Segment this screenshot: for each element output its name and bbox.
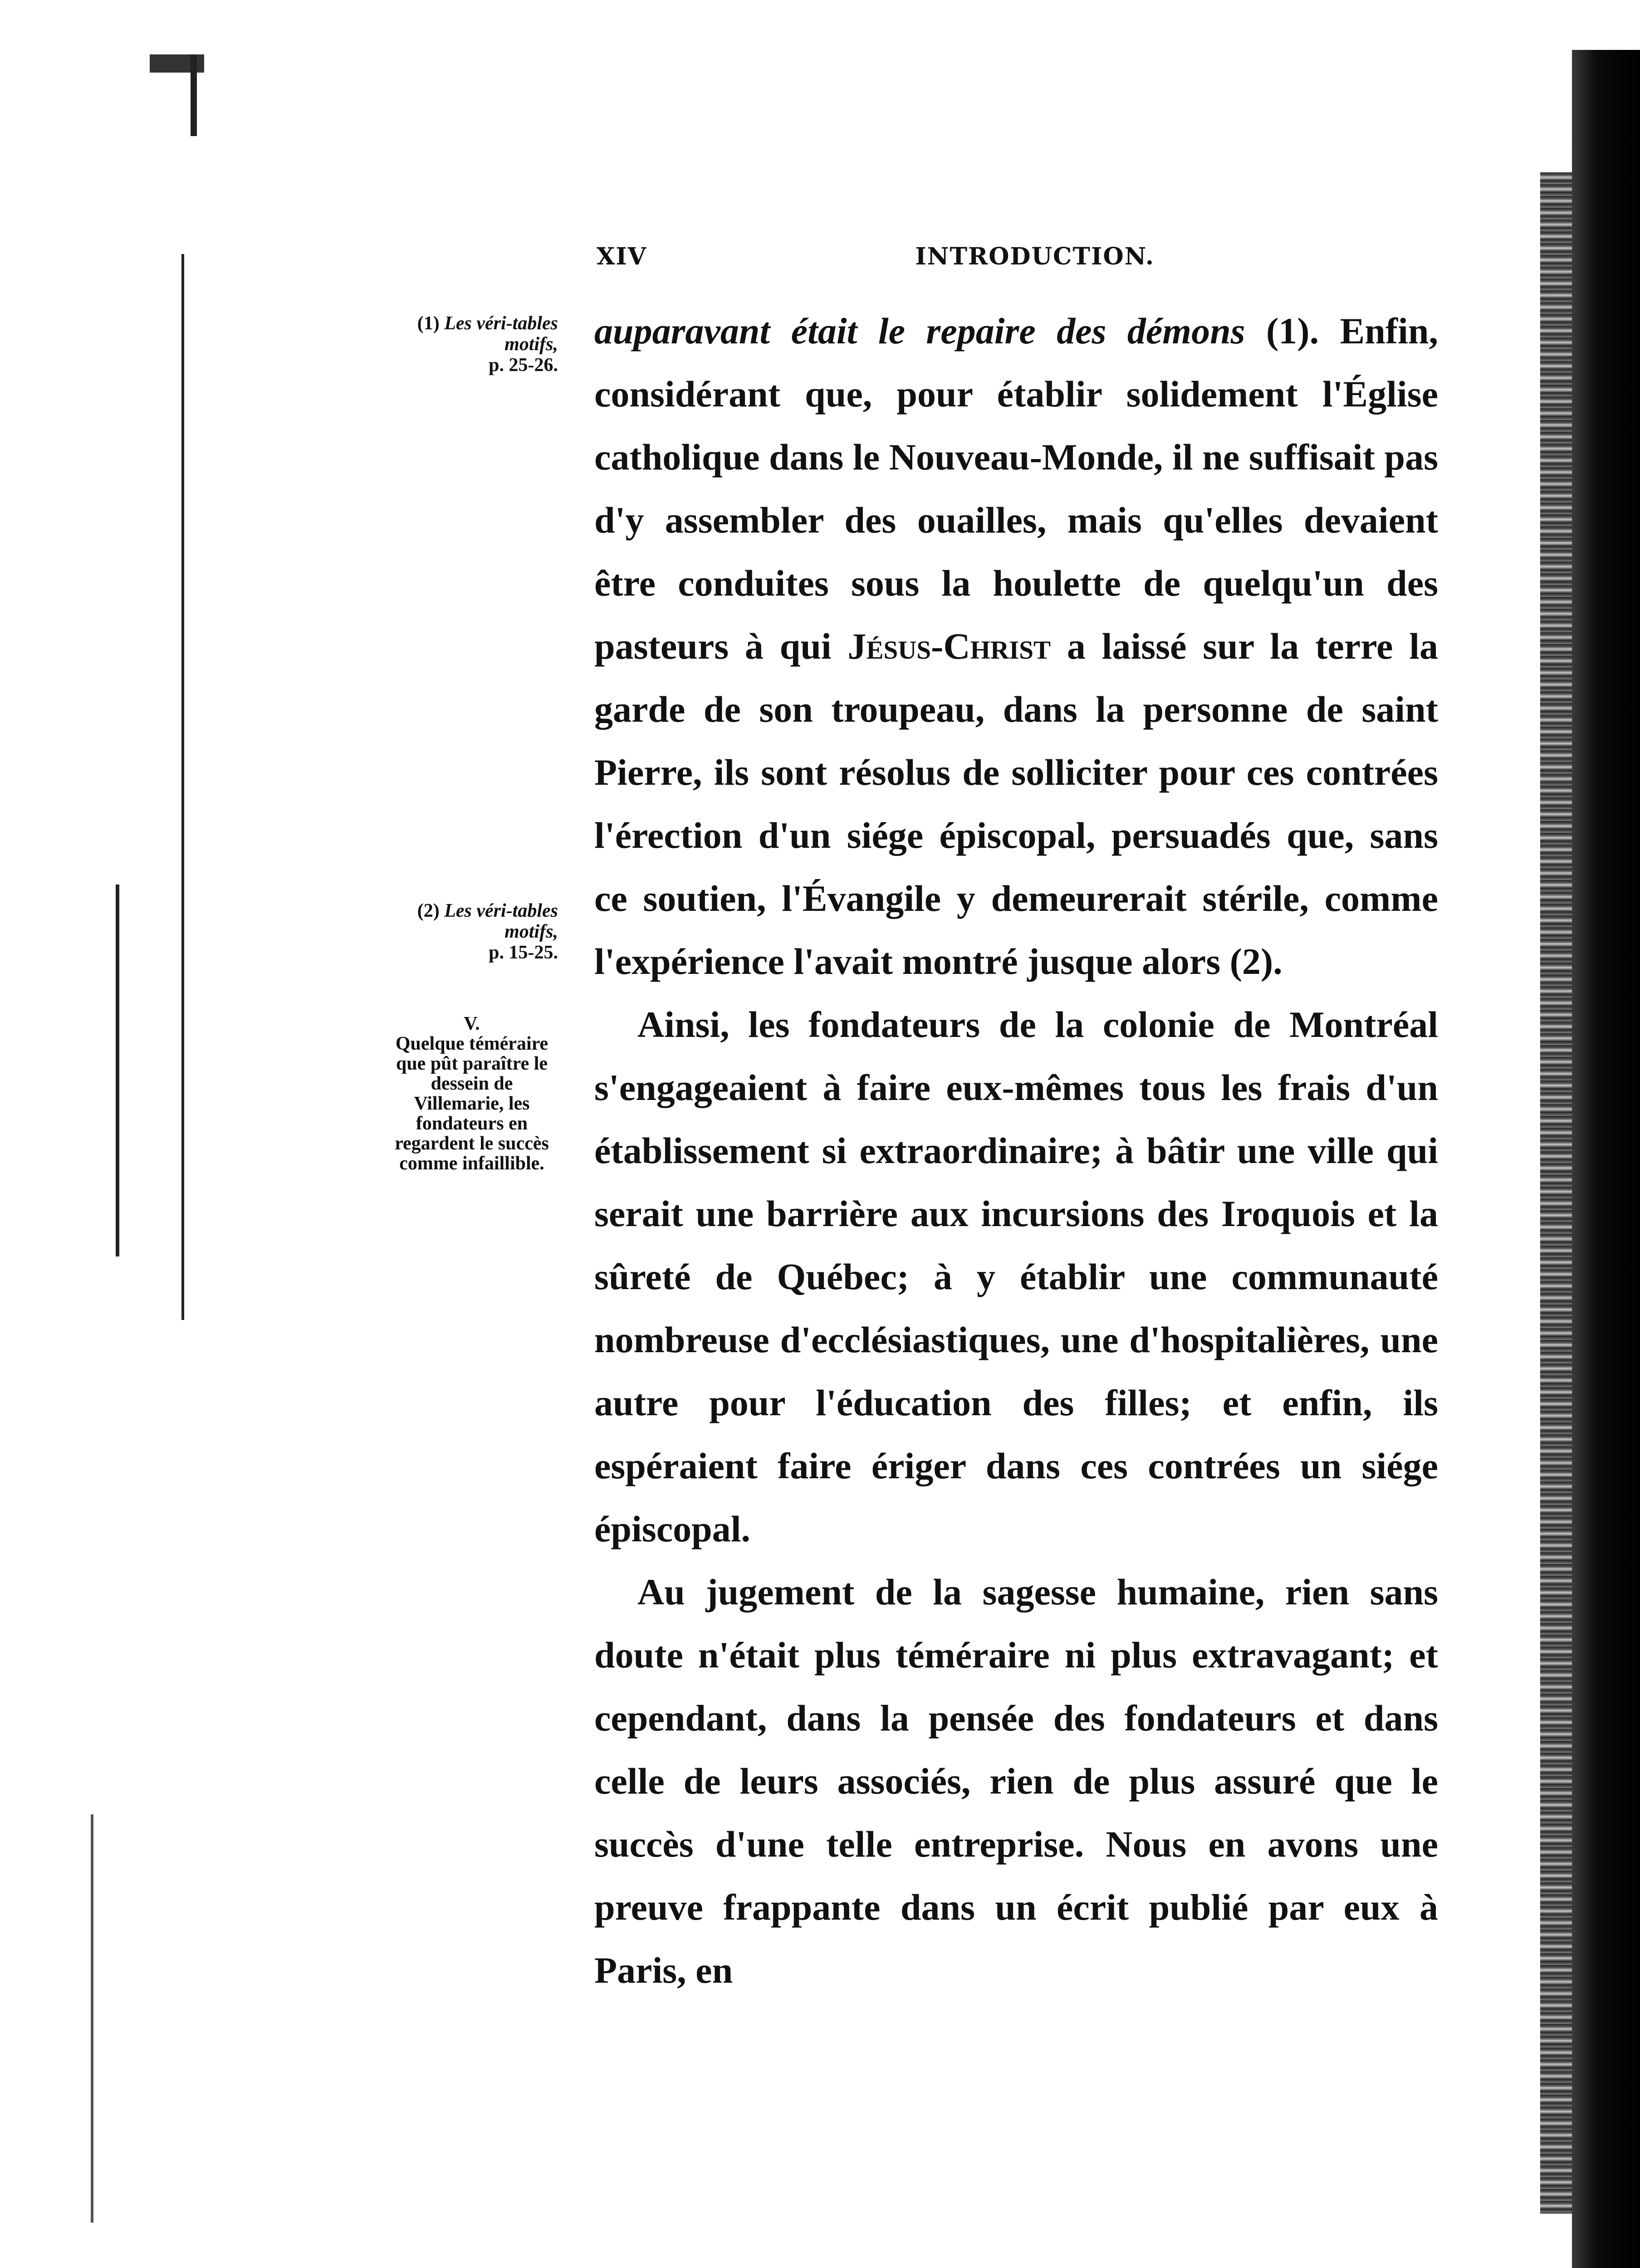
- text-run: a laissé sur la terre la garde de son troupeau, dans la personne de saint Pierre, ils sont résolus de solliciter pour ces contrées l'érection d'un siége épiscopal, persuadés que, sans ce soutien, l'Évangile y demeurerait stérile, comme l'expérience l'avait montré jusque alors (2).: [594, 626, 1438, 982]
- footnote-1: [377, 313, 558, 376]
- running-head: [597, 243, 1155, 279]
- scan-mark: [91, 1814, 93, 2223]
- footnote-number: (1): [417, 313, 440, 334]
- scan-edge-fringe: [1540, 172, 1572, 2214]
- footnote-number: (2): [417, 900, 440, 921]
- scan-mark: [181, 254, 184, 1320]
- paragraph-2: Ainsi, les fondateurs de la colonie de Montréal s'engageaient à faire eux-mêmes tous les frais d'un établissement si extraordinaire; à bâtir une ville qui serait une barrière aux incursions des Iroquois et la sûreté de Québec; à y établir une communauté nombreuse d'ecclésiastiques, une d'hospitalières, une autre pour l'éducation des filles; et enfin, ils espéraient faire ériger dans ces contrées un siége épiscopal.: [594, 1004, 1438, 1549]
- smallcaps-name: Jésus-Christ: [847, 626, 1051, 667]
- paragraph-1: [594, 299, 1438, 993]
- footnote-2: [377, 900, 558, 963]
- page-number: XIV: [597, 243, 647, 270]
- side-summary: [388, 1014, 556, 1173]
- summary-text: Quelque téméraire que pût paraître le dessein de Villemarie, les fondateurs en regardent le succès comme infaillible.: [395, 1033, 549, 1174]
- section-numeral: V.: [464, 1013, 480, 1034]
- text-run: (1). Enfin, considérant que, pour établir solidement l'Église catholique dans le Nouveau-Monde, il ne suffisait pas d'y assembler des ouailles, mais qu'elles devaient être conduites sous la houlette de quelqu'un des pasteurs à qui: [594, 310, 1438, 667]
- footnote-reference: p. 25-26.: [489, 355, 558, 376]
- footnote-title: Les véri-tables motifs,: [444, 900, 558, 942]
- scan-mark: [116, 885, 119, 1256]
- footnote-reference: p. 15-25.: [489, 942, 558, 963]
- footnote-title: Les véri-tables motifs,: [444, 313, 558, 355]
- main-text: [594, 299, 1438, 2002]
- paragraph-3: Au jugement de la sagesse humaine, rien sans doute n'était plus téméraire ni plus extravagant; et cependant, dans la pensée des fondateurs et dans celle de leurs associés, rien de plus assuré que le succès d'une telle entreprise. Nous en avons une preuve frappante dans un écrit publié par eux à Paris, en: [594, 1571, 1438, 1991]
- scan-mark: [191, 54, 197, 136]
- scan-binding-shadow: [1572, 50, 1640, 2268]
- running-title: INTRODUCTION.: [915, 243, 1155, 270]
- italic-phrase: auparavant était le repaire des démons: [594, 310, 1245, 352]
